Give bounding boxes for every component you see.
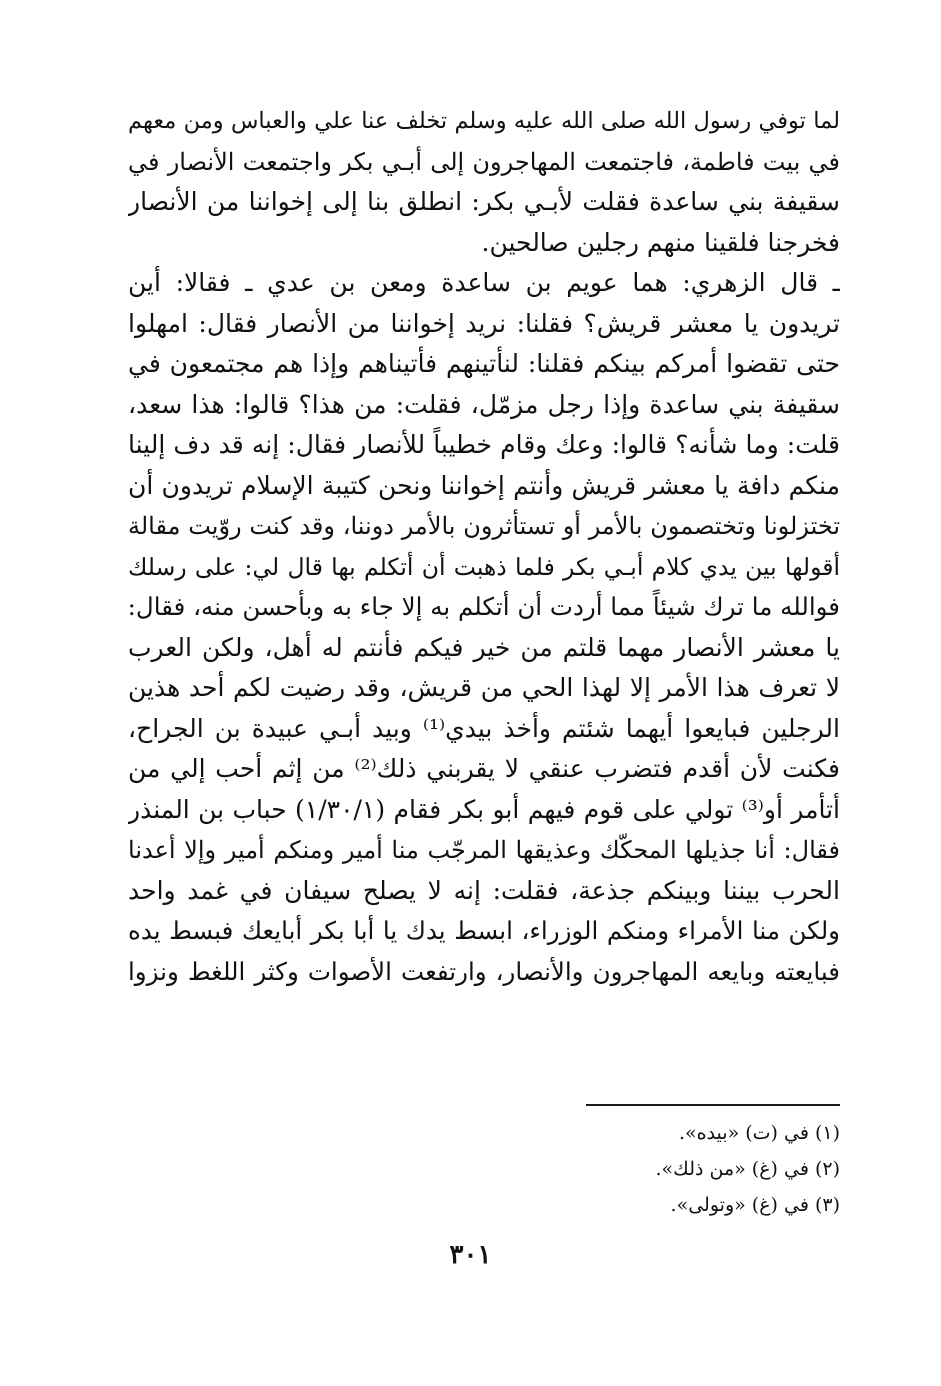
text-line: فخرجنا فلقينا منهم رجلين صالحين. — [481, 227, 840, 257]
text-line: في بيت فاطمة، فاجتمعت المهاجرون إلى أبـي بكر واجتمعت الأنصار في — [128, 147, 840, 176]
text-line: لا تعرف هذا الأمر إلا لهذا الحي من قريش، وقد رضيت لكم أحد هذين — [128, 673, 840, 702]
text-line: فوالله ما ترك شيئاً مما أردت أن أتكلم به إلا جاء به وبأحسن منه، فقال: — [128, 592, 840, 621]
text-line: تريدون يا معشر قريش؟ فقلنا: نريد إخواننا من الأنصار فقال: امهلوا — [128, 308, 840, 338]
text-line: لما توفي رسول الله صلى الله عليه وسلم تخلف عنا علي والعباس ومن معهم — [128, 108, 840, 134]
text-line: سقيفة بني ساعدة فقلت لأبـي بكر: انطلق بنا إلى إخواننا من الأنصار — [128, 187, 840, 216]
text-line: أتأمر أو⁽³⁾ تولي على قوم فيهم أبو بكر فقام (١/٣٠/١) حباب بن المنذر — [128, 794, 840, 824]
text-line: الحرب بيننا وبينكم جذعة، فقلت: إنه لا يصلح سيفان في غمد واحد — [128, 875, 840, 905]
text-line: ولكن منا الأمراء ومنكم الوزراء، ابسط يدك يا أبا بكر أبايعك فبسط يده — [128, 916, 840, 945]
text-line: قلت: وما شأنه؟ قالوا: وعك وقام خطيباً للأنصار فقال: إنه قد دف إلينا — [128, 430, 840, 459]
text-line: فكنت لأن أقدم فتضرب عنقي لا يقربني ذلك⁽²⁾ من إثم أحب إلي من — [128, 754, 840, 783]
text-line: منكم دافة يا معشر قريش وأنتم إخواننا ونحن كتيبة الإسلام تريدون أن — [128, 470, 840, 500]
text-line: تختزلونا وتختصمون بالأمر أو تستأثرون بالأمر دوننا، وقد كنت روّيت مقالة — [128, 512, 840, 540]
footnote-1: (١) في (ت) «بيده». — [678, 1122, 840, 1144]
text-line: ـ قال الزهري: هما عويم بن ساعدة ومعن بن عدي ـ فقالا: أين — [128, 268, 840, 297]
text-line: الرجلين فبايعوا أيهما شئتم وأخذ بيدي⁽¹⁾ وبيد أبـي عبيدة بن الجراح، — [128, 713, 840, 743]
main-text — [128, 101, 840, 992]
footnote-separator — [586, 1104, 840, 1106]
text-line: حتى تقضوا أمركم بينكم فقلنا: لنأتينهم فأتيناهم وإذا هم مجتمعون في — [128, 349, 840, 378]
footnote-3: (٣) في (غ) «وتولى». — [670, 1194, 840, 1216]
text-line: أقولها بين يدي كلام أبـي بكر فلما ذهبت أن أتكلم بها قال لي: على رسلك — [128, 552, 840, 581]
text-line: سقيفة بني ساعدة وإذا رجل مزمّل، فقلت: من هذا؟ قالوا: هذا سعد، — [128, 389, 840, 419]
footnote-2: (٢) في (غ) «من ذلك». — [655, 1158, 840, 1180]
text-line: فقال: أنا جذيلها المحكّك وعذيقها المرجّب منا أمير ومنكم أمير وإلا أعدنا — [128, 836, 840, 864]
page-number: ٣٠١ — [449, 1240, 492, 1270]
text-line: فبايعته وبايعه المهاجرون والأنصار، وارتفعت الأصوات وكثر اللغط ونزوا — [128, 956, 840, 986]
footnotes — [500, 1115, 840, 1223]
text-line: يا معشر الأنصار مهما قلتم من خير فيكم فأنتم له أهل، ولكن العرب — [128, 632, 840, 662]
